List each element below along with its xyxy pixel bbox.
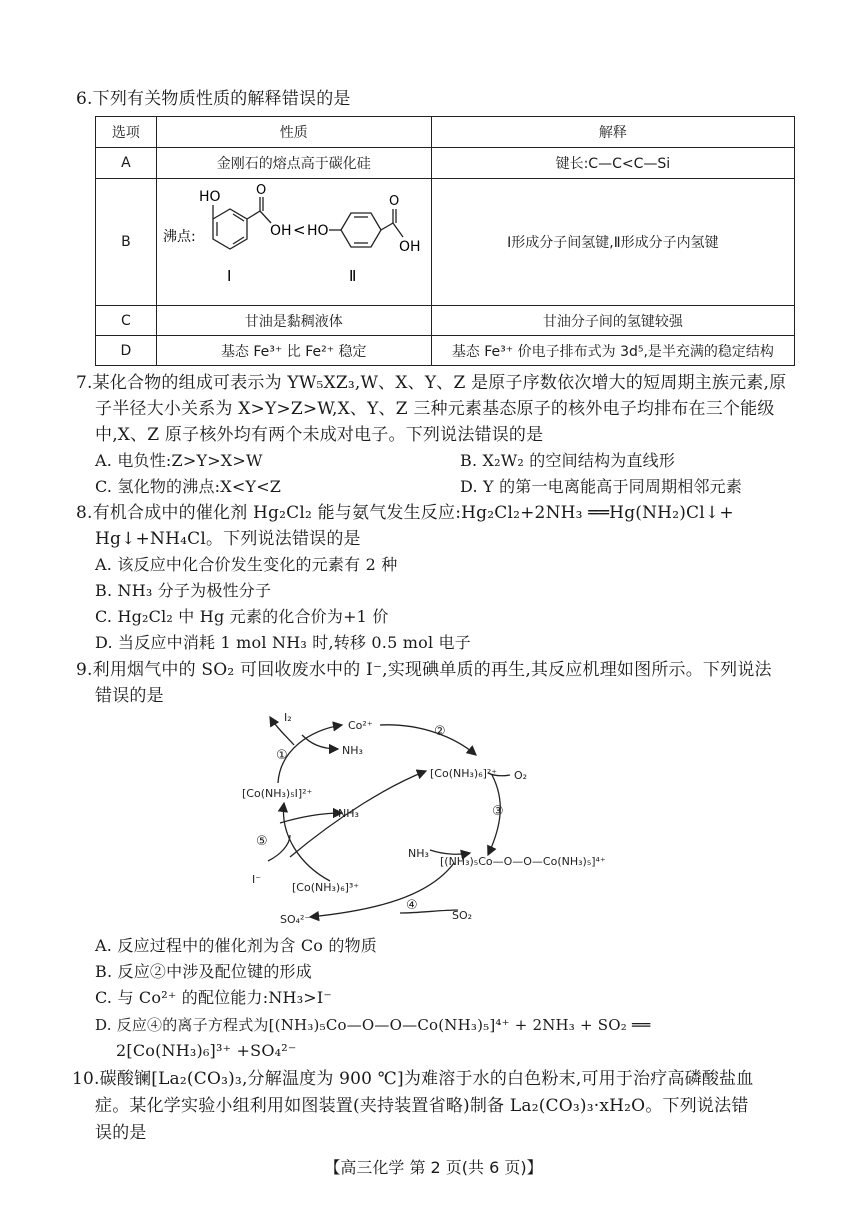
q8-option-c: C. Hg₂Cl₂ 中 Hg 元素的化合价为+1 价: [95, 607, 389, 626]
header-explanation: 解释: [431, 117, 794, 148]
q7-stem-line3: 中,X、Z 原子核外均有两个未成对电子。下列说法错误的是: [95, 425, 544, 445]
q8-stem-line1: 8.有机合成中的催化剂 Hg₂Cl₂ 能与氨气发生反应:Hg₂Cl₂+2NH₃ ══Hg(NH₂)Cl↓+: [76, 503, 734, 523]
q7-stem-line2: 子半径大小关系为 X>Y>Z>W,X、Y、Z 三种元素基态原子的核外电子均排布在三个能级: [95, 399, 775, 419]
nh3-label-b: NH₃: [338, 807, 359, 820]
boiling-point-structures: [157, 179, 431, 301]
q10-stem-line3: 误的是: [95, 1123, 147, 1143]
row-option: C: [96, 306, 157, 336]
so2-label: SO₂: [452, 909, 473, 922]
q8-stem-line2: Hg↓+NH₄Cl。下列说法错误的是: [95, 529, 361, 549]
q9-option-c: C. 与 Co²⁺ 的配位能力:NH₃>I⁻: [95, 988, 333, 1007]
row-property-structures: [156, 179, 431, 306]
q7-option-b: B. X₂W₂ 的空间结构为直线形: [460, 451, 676, 470]
nh3-label-c: NH₃: [408, 847, 429, 860]
less-than-sign: <: [292, 221, 306, 239]
q9-option-d-line1: D. 反应④的离子方程式为[(NH₃)₅Co—O—O—Co(NH₃)₅]⁴⁺ + 2NH₃ + SO₂ ══: [95, 1016, 651, 1034]
structure-label-1: Ⅰ: [226, 267, 232, 285]
para-carboxyl-oh-label: OH: [398, 239, 421, 255]
co2-label: Co²⁺: [348, 719, 373, 732]
q9-option-a: A. 反应过程中的催化剂为含 Co 的物质: [95, 936, 377, 955]
row-explanation: 甘油分子间的氢键较强: [431, 306, 794, 336]
q10-stem-line1: 10.碳酸镧[La₂(CO₃)₃,分解温度为 900 ℃]为难溶于水的白色粉末,可用于治疗高磷酸盐血: [72, 1069, 754, 1089]
q9-stem-line2: 错误的是: [95, 686, 164, 706]
row-explanation: 键长:C—C<C—Si: [431, 148, 794, 179]
table-row: [96, 306, 795, 336]
q8-option-d: D. 当反应中消耗 1 mol NH₃ 时,转移 0.5 mol 电子: [95, 633, 471, 652]
q7-option-c: C. 氢化物的沸点:X<Y<Z: [95, 477, 282, 496]
header-option: 选项: [96, 117, 157, 148]
header-property: 性质: [156, 117, 431, 148]
table-row: [96, 148, 795, 179]
q8-option-b: B. NH₃ 分子为极性分子: [95, 581, 272, 600]
q8-option-a: A. 该反应中化合价发生变化的元素有 2 种: [95, 555, 398, 574]
table-row: [96, 179, 795, 306]
i2-label: I₂: [284, 711, 292, 724]
salicylic-acid-structure: [213, 197, 271, 249]
q6-table: [95, 116, 795, 366]
boiling-point-label: 沸点:: [162, 229, 196, 245]
row-property: 金刚石的熔点高于碳化硅: [156, 148, 431, 179]
q7-option-a: A. 电负性:Z>Y>X>W: [95, 451, 263, 470]
o2-label: O₂: [514, 769, 528, 782]
q9-stem-line1: 9.利用烟气中的 SO₂ 可回收废水中的 I⁻,实现碘单质的再生,其反应机理如图所示。下列说法: [76, 660, 772, 680]
p-hydroxybenzoic-acid-structure: [329, 209, 403, 247]
sulfate-label: SO₄²⁻: [280, 913, 311, 926]
row-explanation: 基态 Fe³⁺ 价电子排布式为 3d⁵,是半充满的稳定结构: [431, 336, 794, 366]
q6-stem: 6.下列有关物质性质的解释错误的是: [76, 89, 351, 109]
hydroxyl-label: HO: [198, 189, 221, 205]
structure-label-2: Ⅱ: [348, 267, 357, 285]
step2-label: ②: [434, 724, 446, 739]
step3-label: ③: [492, 804, 504, 819]
step1-label: ①: [276, 748, 288, 763]
para-hydroxyl-label: HO: [306, 223, 329, 239]
peroxo-complex-label: [(NH₃)₅Co—O—O—Co(NH₃)₅]⁴⁺: [440, 855, 606, 868]
step5-label: ⑤: [256, 834, 268, 849]
q10-stem-line2: 症。某化学实验小组利用如图装置(夹持装置省略)制备 La₂(CO₃)₃·xH₂O。下列说法错: [95, 1096, 749, 1116]
carboxyl-oh-label: OH: [269, 223, 292, 239]
q7-option-d: D. Y 的第一电离能高于同周期相邻元素: [460, 477, 743, 496]
step4-label: ④: [406, 898, 418, 913]
row-property: 基态 Fe³⁺ 比 Fe²⁺ 稳定: [156, 336, 431, 366]
row-option: D: [96, 336, 157, 366]
reaction-mechanism-diagram: [230, 705, 650, 931]
row-option: A: [96, 148, 157, 179]
para-carbonyl-o-label: O: [388, 194, 399, 209]
row-explanation: Ⅰ形成分子间氢键,Ⅱ形成分子内氢键: [431, 179, 794, 306]
co-nh3-6-2plus-label: [Co(NH₃)₆]²⁺: [430, 767, 498, 780]
carbonyl-o-label: O: [255, 183, 266, 198]
table-header-row: [96, 117, 795, 148]
table-row: [96, 336, 795, 366]
q9-option-b: B. 反应②中涉及配位键的形成: [95, 962, 312, 981]
q7-stem-line1: 7.某化合物的组成可表示为 YW₅XZ₃,W、X、Y、Z 是原子序数依次增大的短周期主族元素,原: [76, 373, 787, 393]
co-nh3-5-i-label: [Co(NH₃)₅I]²⁺: [242, 787, 313, 800]
page-footer: 【高三化学 第 2 页(共 6 页)】: [324, 1158, 543, 1177]
iodide-label: I⁻: [252, 873, 262, 886]
row-property: 甘油是黏稠液体: [156, 306, 431, 336]
row-option: B: [96, 179, 157, 306]
q9-option-d-line2: 2[Co(NH₃)₆]³⁺ +SO₄²⁻: [116, 1041, 297, 1060]
nh3-label-a: NH₃: [342, 744, 363, 757]
co-nh3-6-3plus-label: [Co(NH₃)₆]³⁺: [292, 881, 360, 894]
